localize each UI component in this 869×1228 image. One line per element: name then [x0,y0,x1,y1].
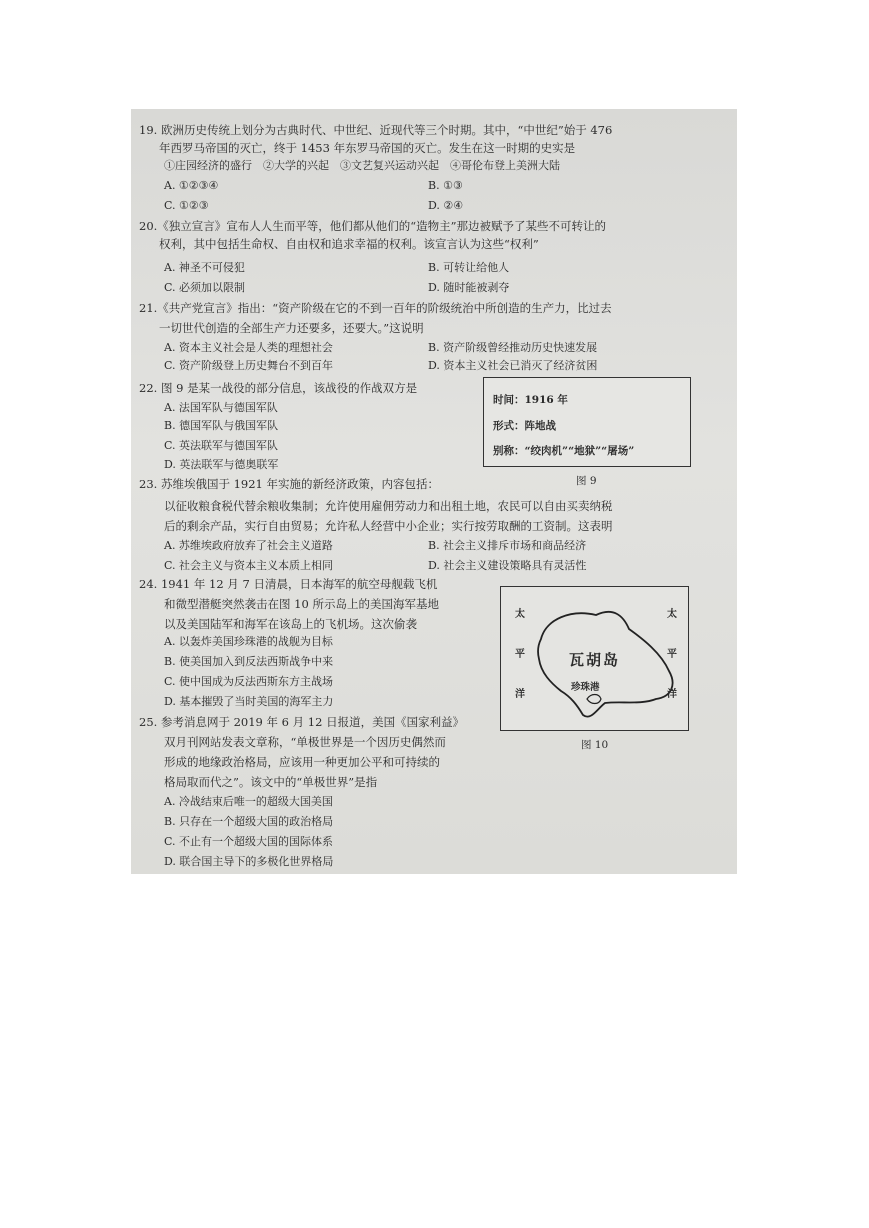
map-left-ocean-3: 洋 [515,689,525,700]
q22-option-d: D. 英法联军与德奥联军 [164,458,279,471]
q25-option-d: D. 联合国主导下的多极化世界格局 [164,855,334,868]
q23-stem-line2: 以征收粮食税代替余粮收集制；允许使用雇佣劳动力和出租土地，农民可以自由买卖纳税 [164,499,613,513]
q21-stem-line2: 一切世代创造的全部生产力还要多，还要大。”这说明 [159,321,424,335]
map-harbor-label: 珍珠港 [571,682,600,693]
q23-option-d: D. 社会主义建设策略具有灵活性 [428,559,587,572]
q24-option-c: C. 使中国成为反法西斯东方主战场 [164,675,334,688]
q21-option-b: B. 资产阶级曾经推动历史快速发展 [428,341,598,354]
q22-option-a: A. 法国军队与德国军队 [164,401,278,414]
q20-stem-line1: 20.《独立宣言》宣布人人生而平等，他们都从他们的“造物主”那边被赋予了某些不可转让的 [139,219,607,233]
q25-option-a: A. 冷战结束后唯一的超级大国美国 [164,795,333,808]
q22-stem: 22. 图 9 是某一战役的部分信息，该战役的作战双方是 [139,381,418,395]
q23-stem-line1: 23. 苏维埃俄国于 1921 年实施的新经济政策，内容包括： [139,477,440,491]
q22-option-b: B. 德国军队与俄国军队 [164,419,279,432]
exam-photo [131,109,737,874]
q23-option-b: B. 社会主义排斥市场和商品经济 [428,539,587,552]
map-island-name: 瓦胡岛 [569,651,621,669]
figure-10-map [500,586,689,731]
q25-option-c: C. 不止有一个超级大国的国际体系 [164,835,334,848]
q19-stem-line1: 19. 欧洲历史传统上划分为古典时代、中世纪、近现代等三个时期。其中，“中世纪”始于 476 [139,123,613,137]
q20-option-b: B. 可转让给他人 [428,261,510,274]
figure-9-time: 时间：1916 年 [493,394,568,406]
q24-option-a: A. 以轰炸美国珍珠港的战舰为目标 [164,635,333,648]
q22-option-c: C. 英法联军与德国军队 [164,439,279,452]
q19-option-c: C. ①②③ [164,199,209,212]
q24-option-d: D. 基本摧毁了当时美国的海军主力 [164,695,334,708]
q25-stem-line1: 25. 参考消息网于 2019 年 6 月 12 日报道，美国《国家利益》 [139,715,465,729]
q19-option-d: D. ②④ [428,199,464,212]
figure-9-box [483,377,691,467]
q23-option-c: C. 社会主义与资本主义本质上相同 [164,559,334,572]
q20-option-c: C. 必须加以限制 [164,281,246,294]
q19-option-b: B. ①③ [428,179,463,192]
q24-stem-line3: 以及美国陆军和海军在该岛上的飞机场。这次偷袭 [164,617,417,631]
q25-stem-line3: 形成的地缘政治格局，应该用一种更加公平和可持续的 [164,755,440,769]
q19-option-a: A. ①②③④ [164,179,219,192]
q21-stem-line1: 21.《共产党宣言》指出：“资产阶级在它的不到一百年的阶级统治中所创造的生产力，比过去 [139,301,612,315]
q21-option-d: D. 资本主义社会已消灭了经济贫困 [428,359,598,372]
q24-option-b: B. 使美国加入到反法西斯战争中来 [164,655,334,668]
map-right-ocean-3: 洋 [667,689,677,700]
q25-stem-line2: 双月刊网站发表文章称，“单极世界是一个因历史偶然而 [164,735,446,749]
q21-option-c: C. 资产阶级登上历史舞台不到百年 [164,359,334,372]
q23-option-a: A. 苏维埃政府放弃了社会主义道路 [164,539,333,552]
q24-stem-line1: 24. 1941 年 12 月 7 日清晨，日本海军的航空母舰载飞机 [139,577,438,591]
map-right-ocean-1: 太 [667,609,677,620]
q24-stem-line2: 和微型潜艇突然袭击在图 10 所示岛上的美国海军基地 [164,597,439,611]
q20-option-d: D. 随时能被剥夺 [428,281,510,294]
q23-stem-line3: 后的剩余产品，实行自由贸易；允许私人经营中小企业；实行按劳取酬的工资制。这表明 [164,519,613,533]
figure-9-caption: 图 9 [576,475,597,487]
q19-stem-line2: 年西罗马帝国的灭亡，终于 1453 年东罗马帝国的灭亡。发生在这一时期的史实是 [159,141,576,155]
q19-items: ①庄园经济的盛行 ②大学的兴起 ③文艺复兴运动兴起 ④哥伦布登上美洲大陆 [164,159,560,172]
q25-stem-line4: 格局取而代之”。该文中的“单极世界”是指 [164,775,378,789]
map-right-ocean-2: 平 [667,649,677,660]
q20-stem-line2: 权利，其中包括生命权、自由权和追求幸福的权利。该宣言认为这些“权利” [159,237,539,251]
q25-option-b: B. 只存在一个超级大国的政治格局 [164,815,334,828]
q20-option-a: A. 神圣不可侵犯 [164,261,245,274]
figure-10-caption: 图 10 [581,739,609,751]
figure-9-alias: 别称：“绞肉机”“地狱”“屠场” [493,445,635,457]
q21-option-a: A. 资本主义社会是人类的理想社会 [164,341,333,354]
map-left-ocean-1: 太 [515,609,525,620]
figure-9-form: 形式：阵地战 [493,420,556,432]
map-left-ocean-2: 平 [515,649,525,660]
